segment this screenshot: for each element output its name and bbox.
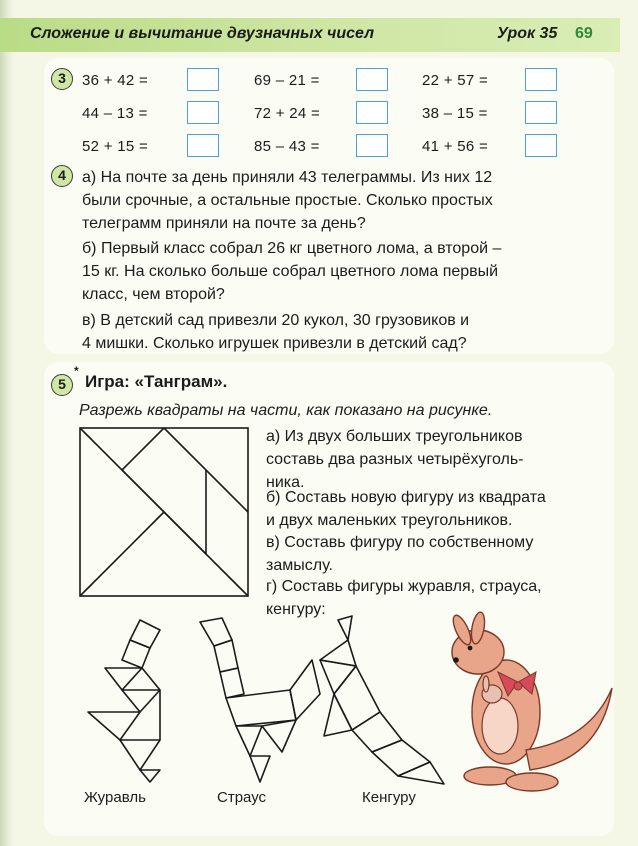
chapter-title: Сложение и вычитание двузначных чисел: [30, 25, 375, 42]
task-line: а) Из двух больших треугольников: [266, 428, 523, 445]
task-line: составь два разных четырёхуголь-: [266, 451, 524, 468]
equation: 41 + 56 =: [422, 138, 489, 155]
problem-line: в) В детский сад привезли 20 кукол, 30 грузовиков и: [82, 312, 470, 329]
problem-line: 4 мишки. Сколько игрушек привезли в детский сад?: [82, 335, 467, 352]
equation: 72 + 24 =: [254, 105, 321, 122]
exercise-number-4: 4: [51, 165, 73, 187]
kangaroo-caption: Кенгуру: [362, 789, 416, 806]
problem-line: телеграмм приняли на почте за день?: [82, 215, 366, 232]
task-line: в) Составь фигуру по собственному: [266, 534, 534, 551]
problem-line: класс, чем второй?: [82, 286, 225, 303]
crane-caption: Журавль: [84, 789, 146, 806]
exercise-number-5: 5: [51, 374, 73, 396]
equation: 69 – 21 =: [254, 72, 320, 89]
equation: 85 – 43 =: [254, 138, 320, 155]
task-line: б) Составь новую фигуру из квадрата: [266, 489, 546, 506]
equation: 52 + 15 =: [82, 138, 149, 155]
problem-line: а) На почте за день приняли 43 телеграммы. Из них 12: [82, 169, 493, 186]
star-mark: *: [74, 364, 79, 378]
equation: 36 + 42 =: [82, 72, 149, 89]
equation: 44 – 13 =: [82, 105, 148, 122]
task-line: кенгуру:: [266, 601, 326, 618]
ostrich-caption: Страус: [217, 789, 267, 806]
game-instructions: Разрежь квадраты на части, как показано на рисунке.: [79, 402, 493, 419]
game-title: Игра: «Танграм».: [85, 372, 228, 391]
problem-line: были срочные, а остальные простые. Сколько простых: [82, 192, 493, 209]
page-number: 69: [575, 25, 593, 42]
task-line: замыслу.: [266, 557, 333, 574]
task-line: г) Составь фигуры журавля, страуса,: [266, 578, 542, 595]
problem-line: б) Первый класс собрал 26 кг цветного лома, а второй –: [82, 240, 502, 257]
equation: 38 – 15 =: [422, 105, 488, 122]
task-line: ника.: [266, 474, 305, 491]
lesson-label: Урок 35: [497, 25, 558, 42]
exercise-number-3: 3: [51, 68, 73, 90]
equation: 22 + 57 =: [422, 72, 489, 89]
task-line: и двух маленьких треугольников.: [266, 512, 513, 529]
problem-line: 15 кг. На сколько больше собрал цветного лома первый: [82, 263, 499, 280]
